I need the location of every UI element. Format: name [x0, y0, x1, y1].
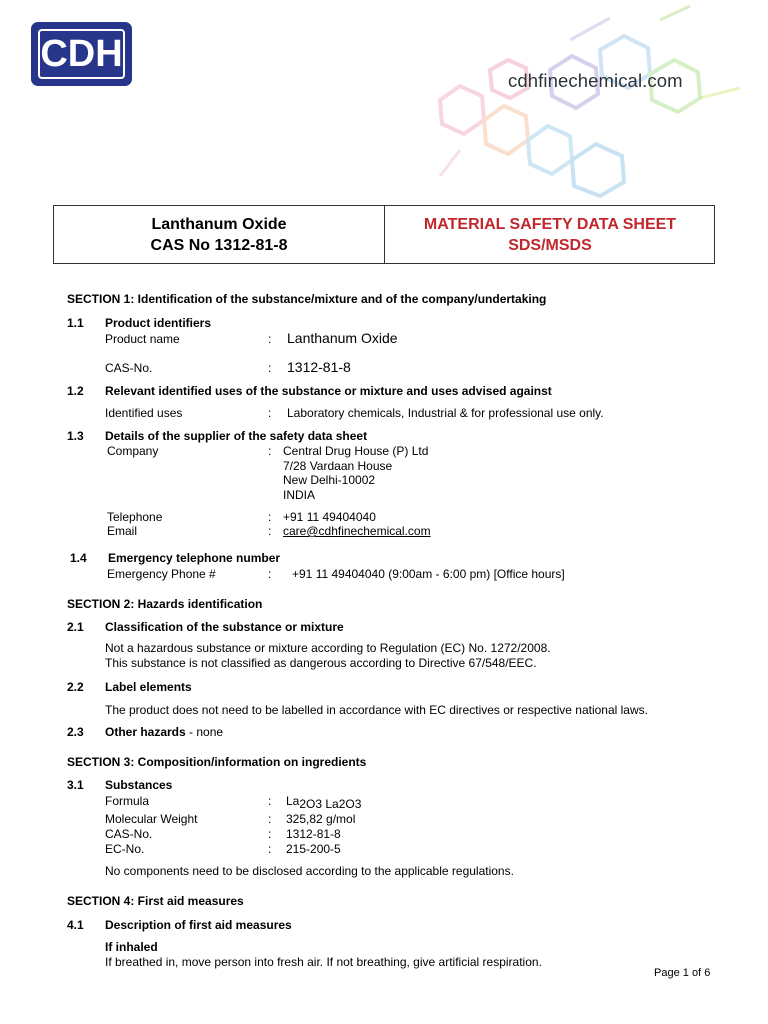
title-1-3: Details of the supplier of the safety data sheet — [105, 429, 368, 443]
product-title-block — [54, 214, 384, 256]
title-1-4: Emergency telephone number — [108, 551, 281, 565]
if-inhaled-title: If inhaled — [105, 940, 158, 954]
title-2-1: Classification of the substance or mixture — [105, 620, 344, 634]
title-box — [53, 205, 715, 264]
molecule-graphic — [400, 0, 768, 200]
title-2-3: Other hazards — [105, 725, 186, 739]
classification-line-2: This substance is not classified as dangerous according to Directive 67/548/EEC. — [105, 656, 537, 670]
ec-label: EC-No. — [105, 842, 145, 856]
company-address — [283, 444, 428, 502]
other-hazards-value: - none — [185, 725, 224, 739]
uses-value: Laboratory chemicals, Industrial & for professional use only. — [287, 406, 604, 420]
title-3-1: Substances — [105, 778, 173, 792]
cas-value: 1312-81-8 — [287, 359, 351, 375]
page-number — [654, 967, 710, 979]
section-4-heading: SECTION 4: First aid measures — [67, 894, 244, 908]
emergency-phone-label: Emergency Phone # — [107, 567, 216, 581]
product-title: Lanthanum Oxide — [151, 216, 287, 233]
num-3-1: 3.1 — [67, 778, 84, 792]
title-1-1: Product identifiers — [105, 316, 212, 330]
cas-label: CAS-No. — [105, 361, 153, 375]
label-elements-text: The product does not need to be labelled in accordance with EC directives or respective national laws. — [105, 703, 648, 717]
formula-label: Formula — [105, 794, 150, 808]
telephone-value: +91 11 49404040 — [283, 510, 376, 524]
cas-title: CAS No 1312-81-8 — [150, 237, 288, 254]
email-label: Email — [107, 524, 138, 538]
mw-value: 325,82 g/mol — [286, 812, 356, 826]
if-inhaled-text: If breathed in, move person into fresh air. If not breathing, give artificial respiration. — [105, 955, 542, 969]
title-1-2: Relevant identified uses of the substance or mixture and uses advised against — [105, 384, 552, 398]
classification-line-1: Not a hazardous substance or mixture according to Regulation (EC) No. 1272/2008. — [105, 641, 551, 655]
components-note: No components need to be disclosed according to the applicable regulations. — [105, 864, 514, 878]
doc-subtitle: SDS/MSDS — [508, 237, 592, 254]
num-1-4: 1.4 — [70, 551, 87, 565]
cas-value-3: 1312-81-8 — [286, 827, 341, 841]
page-total: 6 — [704, 967, 711, 979]
page-of: of — [691, 967, 702, 979]
num-2-2: 2.2 — [67, 680, 84, 694]
page-label: Page — [654, 967, 680, 979]
company-line: New Delhi-10002 — [283, 473, 376, 487]
company-line: INDIA — [283, 487, 316, 502]
formula-base: La — [286, 794, 300, 808]
num-1-3: 1.3 — [67, 429, 84, 443]
num-1-1: 1.1 — [67, 316, 84, 330]
cas-label-3: CAS-No. — [105, 827, 153, 841]
telephone-label: Telephone — [107, 510, 163, 524]
company-line: Central Drug House (P) Ltd — [283, 444, 429, 458]
cdh-logo — [31, 22, 132, 86]
num-2-1: 2.1 — [67, 620, 84, 634]
ec-value: 215-200-5 — [286, 842, 341, 856]
website-url: cdhfinechemical.com — [508, 70, 683, 91]
company-line: 7/28 Vardaan House — [283, 458, 393, 473]
company-label: Company — [107, 444, 159, 458]
product-name-value: Lanthanum Oxide — [287, 330, 398, 346]
num-2-3: 2.3 — [67, 725, 84, 739]
logo-text: CDH — [40, 32, 123, 75]
num-4-1: 4.1 — [67, 918, 84, 932]
doc-title-block — [385, 214, 715, 256]
page-current: 1 — [682, 967, 689, 979]
doc-title: MATERIAL SAFETY DATA SHEET — [423, 216, 677, 233]
title-2-2: Label elements — [105, 680, 192, 694]
emergency-phone-value: +91 11 49404040 (9:00am - 6:00 pm) [Office hours] — [292, 567, 565, 581]
other-hazards-line — [105, 725, 223, 739]
uses-label: Identified uses — [105, 406, 183, 420]
title-4-1: Description of first aid measures — [105, 918, 292, 932]
section-3-heading: SECTION 3: Composition/information on ingredients — [67, 755, 367, 769]
section-1-heading: SECTION 1: Identification of the substance/mixture and of the company/undertaking — [67, 292, 547, 306]
mw-label: Molecular Weight — [105, 812, 198, 826]
email-link[interactable]: care@cdhfinechemical.com — [283, 524, 431, 538]
section-2-heading: SECTION 2: Hazards identification — [67, 597, 263, 611]
num-1-2: 1.2 — [67, 384, 84, 398]
product-name-label: Product name — [105, 332, 180, 346]
formula-value — [286, 794, 362, 811]
formula-rest: 2O3 La2O3 — [299, 797, 362, 811]
